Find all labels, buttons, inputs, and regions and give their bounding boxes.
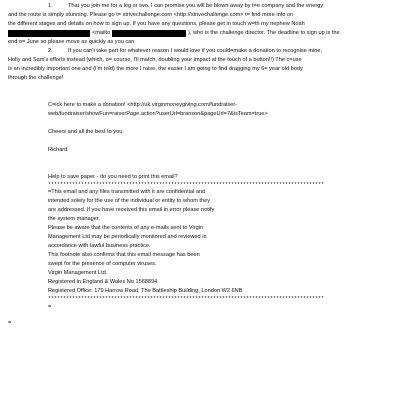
disclaimer-line-9: swept for the presence of computer viruses. [48, 261, 157, 267]
paragraph-1-line-2: and the route is simply stunning. Please go t= strivechallenge.com <http://strivechallenge.com> t= find more info on [8, 12, 294, 18]
save-paper-notice: Help to save paper - do you need to print this email? [48, 174, 178, 180]
paragraph-1-line-1: That you join me for a leg or two. I can promise you will be blown away by t=e company and the energy [68, 3, 324, 9]
disclaimer-line-3: are addressed. If you have received this email in error please notify [48, 207, 215, 213]
registration-number: Registered in England & Wales No 1568894 [48, 279, 158, 285]
paragraph-1-number: 1. [48, 3, 53, 9]
paragraph-2-line-2: Holly and Sam's efforts instead (which, o= course, I'll match, doubling your impact at the touch of a button!!) The c=use [8, 57, 302, 63]
disclaimer-line-1: =This email and any files transmitted with it are confidential and [48, 189, 206, 195]
disclaimer-line-8: This footnote also confirms that this email message has been [48, 252, 200, 258]
paragraph-1-line-4: ), who is the challenge director. The deadline to sign up is the [188, 30, 340, 36]
paragraph-1-line-3: the different stages and details on how to sign up. If you have any questions, please get in touch w=th my nephew Noah [8, 21, 305, 27]
donate-link-line-2[interactable]: web/fundraiser/showFun=raiserPage.action?userUrl=branson&pageUrl=7&isTeam=true> [48, 111, 268, 117]
company-name: Virgin Management Ltd. [48, 270, 108, 276]
disclaimer-line-6: Management Ltd may be periodically monitored and reviewed in [48, 234, 207, 240]
disclaimer-line-7: accordance with lawful business practice. [48, 243, 151, 249]
paragraph-2-line-3: is an incredibly important one and (I'm told) the more I raise, the easier I am going to find dragging my 6= year old body [8, 66, 303, 72]
trailing-equals: = [48, 304, 52, 310]
paragraph-1-line-5: end o= June so please move as quickly as you can [8, 39, 135, 45]
paragraph-2-line-1: If you can't take part for whatever reason I would love if you could=make a donation to recognise mine, [68, 48, 323, 54]
footer-star-divider: ******************************************************************************************** [48, 182, 325, 188]
signature: Richard [48, 147, 68, 153]
footer-star-divider-end: ******************************************************************************************** [48, 296, 325, 302]
disclaimer-line-5: Please be aware that the contents of any e-mails sent to Virgin [48, 225, 204, 231]
trailing-equals-2: = [8, 320, 12, 326]
paragraph-1-mailto: <mailto [92, 30, 111, 36]
closing-line: Cheers and all the best to you [48, 129, 123, 135]
disclaimer-line-2: intended solely for the use of the individual or entity to whom they [48, 198, 211, 204]
redaction-bar [8, 30, 90, 37]
donate-link-line-1[interactable]: C=ick here to make a donation! <http://uk.virginmoneygiving.com/fundraiser- [48, 102, 238, 108]
paragraph-2-number: 2. [48, 48, 53, 54]
redaction-bar [112, 30, 186, 37]
disclaimer-line-4: the system manager. [48, 216, 100, 222]
paragraph-2-line-4: through the challenge! [8, 75, 64, 81]
registered-office: Registered Office: 179 Harrow Road, The Battleship Building, London W2 6NB [48, 288, 243, 294]
